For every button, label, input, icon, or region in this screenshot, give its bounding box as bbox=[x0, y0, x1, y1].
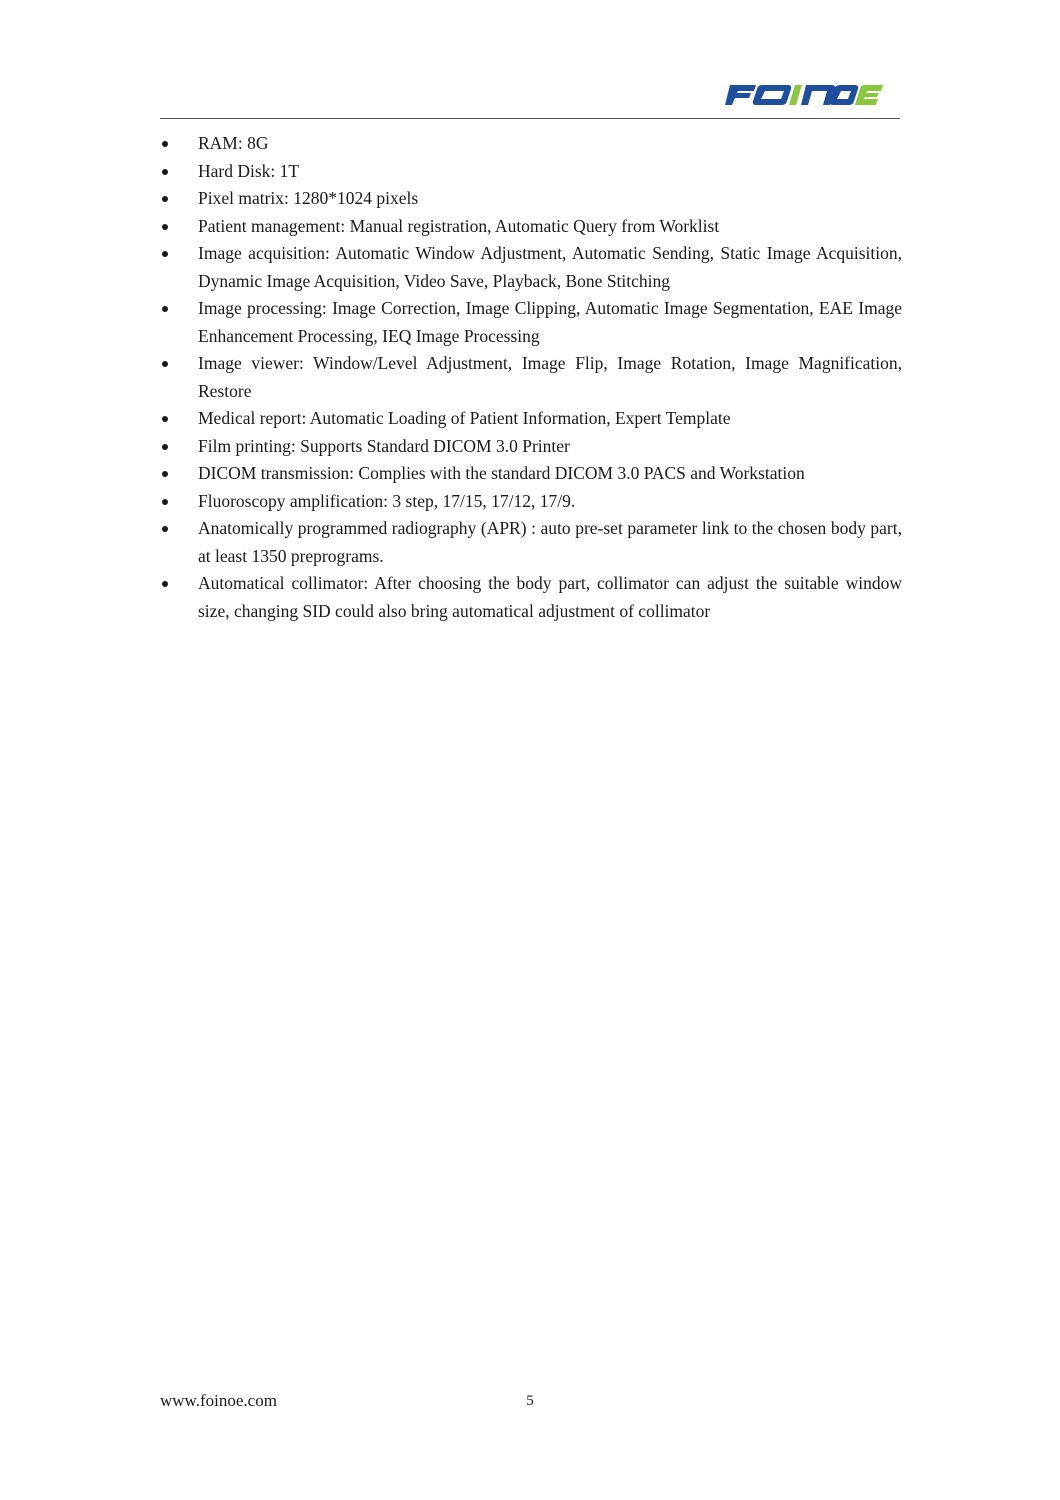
list-item-text: RAM: 8G bbox=[198, 133, 269, 153]
bullet-icon bbox=[162, 416, 168, 422]
bullet-icon bbox=[162, 361, 168, 367]
bullet-icon bbox=[162, 526, 168, 532]
list-item-text: Automatical collimator: After choosing the body part, collimator can adjust the suitable window size, changing SID could also bring automatical adjustment of collimator bbox=[198, 573, 902, 621]
list-item bbox=[160, 570, 902, 625]
list-item-text: Pixel matrix: 1280*1024 pixels bbox=[198, 188, 419, 208]
list-item bbox=[160, 213, 902, 241]
list-item bbox=[160, 185, 902, 213]
footer-website-link[interactable]: www.foinoe.com bbox=[160, 1391, 277, 1410]
bullet-icon bbox=[162, 141, 168, 147]
page-header bbox=[160, 70, 900, 119]
page-number: 5 bbox=[526, 1393, 534, 1409]
bullet-icon bbox=[162, 471, 168, 477]
bullet-icon bbox=[162, 224, 168, 230]
list-item bbox=[160, 405, 902, 433]
list-item bbox=[160, 158, 902, 186]
list-item bbox=[160, 350, 902, 405]
document-body bbox=[160, 130, 902, 625]
list-item-text: DICOM transmission: Complies with the standard DICOM 3.0 PACS and Workstation bbox=[198, 463, 805, 483]
list-item-text: Image viewer: Window/Level Adjustment, Image Flip, Image Rotation, Image Magnification, Restore bbox=[198, 353, 902, 401]
foinoe-logo bbox=[724, 82, 884, 108]
list-item-text: Film printing: Supports Standard DICOM 3.0 Printer bbox=[198, 435, 570, 456]
bullet-icon bbox=[162, 499, 168, 505]
list-item-text: Image processing: Image Correction, Image Clipping, Automatic Image Segmentation, EAE Image Enhancement Processing, IEQ Image Processing bbox=[198, 298, 902, 346]
bullet-icon bbox=[162, 251, 168, 257]
list-item-text: Image acquisition: Automatic Window Adjustment, Automatic Sending, Static Image Acquisition, Dynamic Image Acquisition, Video Save, Playback, Bone Stitching bbox=[198, 243, 902, 291]
list-item bbox=[160, 515, 902, 570]
bullet-icon bbox=[162, 581, 168, 587]
bullet-icon bbox=[162, 169, 168, 175]
list-item-text: Anatomically programmed radiography (APR) : auto pre-set parameter link to the chosen body part, at least 1350 preprograms. bbox=[198, 518, 902, 566]
bullet-icon bbox=[162, 444, 168, 450]
list-item-text: Hard Disk: 1T bbox=[198, 160, 300, 181]
list-item bbox=[160, 295, 902, 350]
spec-list bbox=[160, 130, 902, 625]
list-item-text: Patient management: Manual registration, Automatic Query from Worklist bbox=[198, 215, 720, 236]
list-item bbox=[160, 433, 902, 461]
list-item-text: Medical report: Automatic Loading of Patient Information, Expert Template bbox=[198, 408, 731, 428]
bullet-icon bbox=[162, 196, 168, 202]
bullet-icon bbox=[162, 306, 168, 312]
list-item bbox=[160, 130, 902, 158]
list-item-text: Fluoroscopy amplification: 3 step, 17/15, 17/12, 17/9. bbox=[198, 490, 576, 511]
list-item bbox=[160, 460, 902, 488]
list-item bbox=[160, 488, 902, 516]
list-item bbox=[160, 240, 902, 295]
